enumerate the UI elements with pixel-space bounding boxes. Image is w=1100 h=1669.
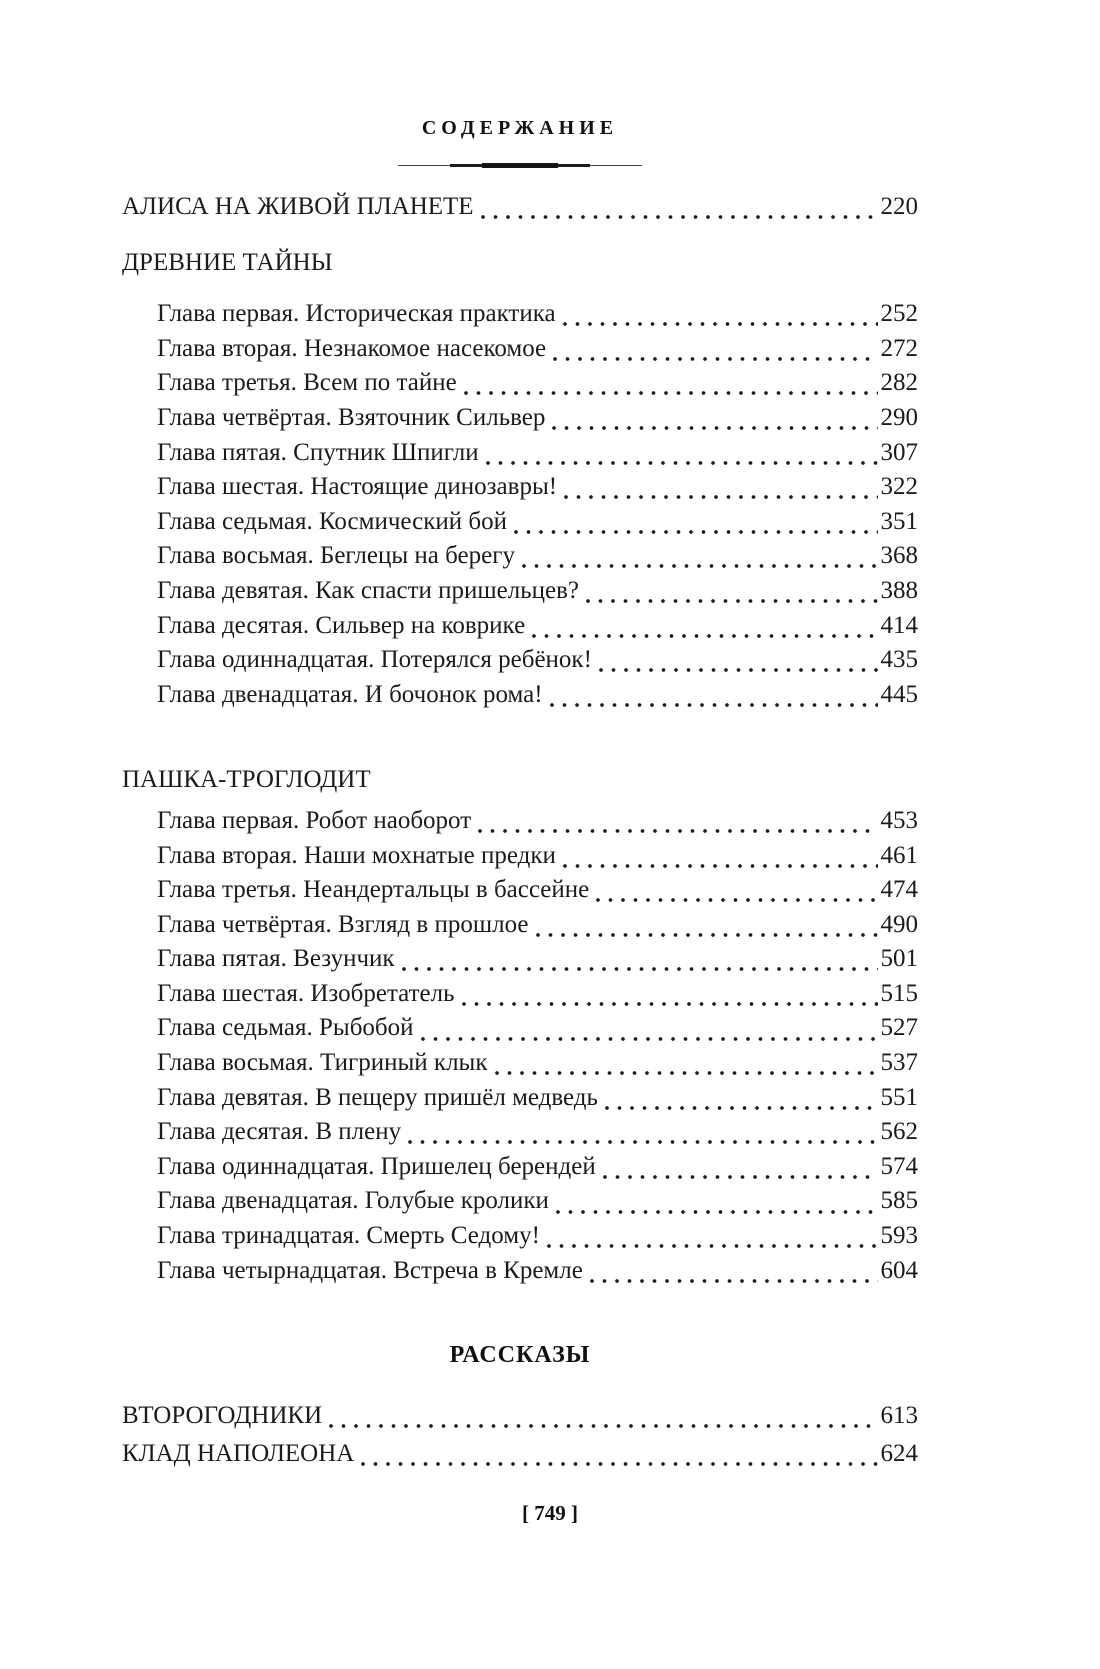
dot-leader [402, 967, 878, 971]
entry-title: Глава вторая. Наши мохнатые предки [157, 841, 556, 869]
entry-title: Глава десятая. В плену [157, 1118, 402, 1146]
entry-page-number: 474 [880, 876, 918, 904]
dot-leader [586, 599, 878, 603]
entry-page-number: 388 [880, 576, 918, 604]
chapter-list [122, 804, 918, 1288]
dot-leader [421, 1037, 878, 1041]
entry-page-number: 613 [880, 1402, 918, 1430]
dot-leader [553, 357, 877, 361]
entry-page-number: 593 [880, 1222, 918, 1250]
toc-group [122, 246, 918, 713]
page-title: СОДЕРЖАНИЕ [421, 117, 619, 139]
toc-entry [122, 297, 918, 332]
entry-page-number: 307 [880, 438, 918, 466]
entry-title: Глава вторая. Незнакомое насекомое [157, 334, 547, 362]
entry-title: Глава четвёртая. Взгляд в прошлое [157, 910, 529, 938]
toc-entry [122, 436, 918, 471]
entry-page-number: 435 [880, 646, 918, 674]
toc-entry [122, 366, 918, 401]
dot-leader [408, 1140, 877, 1144]
toc-entry [122, 839, 918, 874]
toc-entry [122, 1115, 918, 1150]
toc-entry [122, 942, 918, 977]
entry-page-number: 220 [880, 193, 918, 220]
entry-title: Глава восьмая. Беглецы на берегу [157, 542, 515, 570]
entry-page-number: 585 [880, 1187, 918, 1215]
header-divider-ornament [398, 162, 642, 169]
dot-leader [361, 1462, 877, 1466]
entry-page-number: 252 [880, 300, 918, 328]
toc-entry [122, 1150, 918, 1185]
chapter-list [122, 297, 918, 712]
toc-entry [122, 1011, 918, 1046]
dot-leader [550, 703, 878, 707]
dot-leader [462, 1002, 878, 1006]
entry-page-number: 453 [880, 806, 918, 834]
entry-page-number: 445 [880, 680, 918, 708]
toc-list [122, 190, 918, 1473]
toc-entry [122, 1081, 918, 1116]
entry-page-number: 515 [880, 979, 918, 1007]
dot-leader [590, 1279, 878, 1283]
toc-group [122, 763, 918, 1288]
entry-page-number: 537 [880, 1049, 918, 1077]
toc-entry [122, 574, 918, 609]
dot-leader [532, 634, 877, 638]
entry-title: Глава девятая. В пещеру пришёл медведь [157, 1083, 598, 1111]
dot-leader [536, 933, 878, 937]
toc-entry [122, 873, 918, 908]
toc-entry [122, 1435, 918, 1473]
entry-title: Глава десятая. Сильвер на коврике [157, 611, 526, 639]
entry-page-number: 272 [880, 334, 918, 362]
dot-leader [563, 322, 878, 326]
entry-page-number: 562 [880, 1118, 918, 1146]
toc-entry [122, 401, 918, 436]
entry-page-number: 414 [880, 611, 918, 639]
entry-page-number: 624 [880, 1440, 918, 1468]
entry-title: Глава четвёртая. Взяточник Сильвер [157, 403, 546, 431]
toc-content [122, 0, 918, 1473]
entry-title: Глава одиннадцатая. Потерялся ребёнок! [157, 646, 592, 674]
toc-entry [122, 332, 918, 367]
dot-leader [605, 1106, 878, 1110]
entry-page-number: 368 [880, 542, 918, 570]
page-number: [ 749 ] [522, 1501, 578, 1525]
entry-title: Глава тринадцатая. Смерть Седому! [157, 1222, 540, 1250]
entry-title: Глава третья. Неандертальцы в бассейне [157, 876, 590, 904]
entry-title: Глава одиннадцатая. Пришелец берендей [157, 1152, 596, 1180]
entry-page-number: 322 [880, 473, 918, 501]
toc-entry [122, 190, 918, 225]
group-title: ПАШКА-ТРОГЛОДИТ [122, 766, 371, 794]
entry-page-number: 574 [880, 1152, 918, 1180]
toc-entry [122, 470, 918, 505]
dot-leader [552, 426, 877, 430]
entry-title: Глава двенадцатая. Голубые кролики [157, 1187, 549, 1215]
toc-entry [122, 1397, 918, 1435]
entry-title: Глава пятая. Спутник Шпигли [157, 438, 479, 466]
entry-title: Глава третья. Всем по тайне [157, 369, 457, 397]
entry-title: Глава девятая. Как спасти пришельцев? [157, 576, 579, 604]
dot-leader [486, 461, 878, 465]
entry-title: Глава пятая. Везунчик [157, 945, 395, 973]
dot-leader [329, 1424, 877, 1428]
entry-title: ВТОРОГОДНИКИ [122, 1402, 323, 1430]
entry-title: Глава шестая. Настоящие динозавры! [157, 473, 558, 501]
toc-entry [122, 977, 918, 1012]
entry-page-number: 527 [880, 1014, 918, 1042]
entry-title: Глава четырнадцатая. Встреча в Кремле [157, 1256, 583, 1284]
dot-leader [563, 864, 878, 868]
entry-page-number: 290 [880, 403, 918, 431]
toc-entry [122, 1254, 918, 1289]
toc-entry [122, 609, 918, 644]
dot-leader [596, 898, 877, 902]
entry-page-number: 351 [880, 507, 918, 535]
dot-leader [556, 1210, 878, 1214]
dot-leader [514, 530, 878, 534]
dot-leader [564, 495, 877, 499]
toc-entry [122, 678, 918, 713]
toc-entry [122, 1184, 918, 1219]
toc-entry [122, 539, 918, 574]
toc-entry [122, 908, 918, 943]
entry-title: Глава первая. Робот наоборот [157, 806, 472, 834]
entry-page-number: 461 [880, 841, 918, 869]
entry-title: Глава восьмая. Тигриный клык [157, 1049, 488, 1077]
entry-page-number: 551 [880, 1083, 918, 1111]
toc-entry [122, 1046, 918, 1081]
divider-center-bar [482, 163, 558, 168]
dot-leader [522, 564, 878, 568]
dot-leader [478, 829, 877, 833]
dot-leader [495, 1071, 878, 1075]
entry-page-number: 282 [880, 369, 918, 397]
entry-page-number: 501 [880, 945, 918, 973]
dot-leader [603, 1175, 878, 1179]
entry-title: Глава седьмая. Космический бой [157, 507, 507, 535]
toc-entry [122, 505, 918, 540]
entry-title: Глава шестая. Изобретатель [157, 979, 455, 1007]
entry-title: КЛАД НАПОЛЕОНА [122, 1440, 355, 1468]
entry-title: Глава первая. Историческая практика [157, 300, 556, 328]
dot-leader [481, 215, 878, 219]
entry-page-number: 604 [880, 1256, 918, 1284]
dot-leader [599, 668, 878, 672]
dot-leader [464, 391, 878, 395]
entry-title: Глава двенадцатая. И бочонок рома! [157, 680, 543, 708]
entry-title: Глава седьмая. Рыбобой [157, 1014, 414, 1042]
group-title: ДРЕВНИЕ ТАЙНЫ [122, 248, 333, 276]
entry-page-number: 490 [880, 910, 918, 938]
entry-title: АЛИСА НА ЖИВОЙ ПЛАНЕТЕ [122, 193, 474, 220]
dot-leader [547, 1244, 878, 1248]
toc-entry [122, 1219, 918, 1254]
section-heading: РАССКАЗЫ [449, 1342, 591, 1369]
toc-entry [122, 804, 918, 839]
toc-entry [122, 643, 918, 678]
